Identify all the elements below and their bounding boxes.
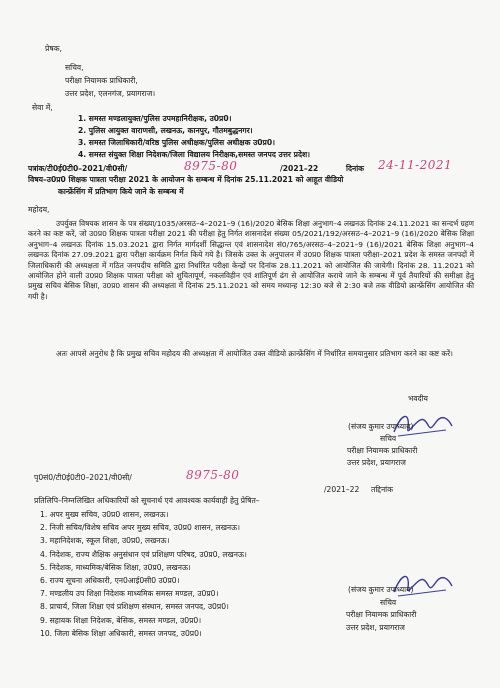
recipient-2: 2. पुलिस आयुक्त वाराणसी, लखनऊ, कानपुर, गौतमबुद्धनगर। <box>78 126 253 135</box>
copy-date-label: तद्दिनांक <box>371 485 393 494</box>
copy-item: 6. राज्य सूचना अधिकारी, एन0आई0सी0 उ0प्र0। <box>40 576 180 586</box>
subject-line-1: विषय–उ0प्र0 शिक्षक पात्रता परीक्षा 2021 के आयोजन के सम्बन्ध में दिनांक 25.11.2021 को आहूत वीडियो <box>28 175 344 184</box>
signatory-1-name: (संजय कुमार उपाध्याय) <box>348 422 414 431</box>
letter-ref-year: /2021–22 <box>280 164 319 173</box>
letter-ref-number: 8975-80 <box>184 159 238 173</box>
salutation: महोदय, <box>28 205 50 214</box>
sender-label: प्रेषक, <box>45 44 62 53</box>
copy-intro: प्रतिलिपि–निम्नलिखित अधिकारियों को सूचनार्थ एवं आवश्यक कार्यवाही हेतु प्रेषित– <box>34 496 260 505</box>
body-paragraph-1: उपर्युक्त विषयक शासन के पत्र संख्या/1035/अरसठ–4–2021–9 (16)/2020 बेसिक शिक्षा अनुभाग–4 लखनऊ दिनांक 24.11.2021 का सन्दर्भ ग्रहण करने का कष्ट करें, जो उ0प्र0 शिक्षक पात्रता परीक्षा 2021 की परीक्षा हेतु निर्गत शासनादेश संख्या 05/2021/192/अरसठ–4–2021–9 (16)/2020 बेसिक शिक्षा अनुभाग–4 लखनऊ दिनांक 15.03.2021 द्वारा निर्गत मार्गदर्शी सिद्धान्त एवं शासनादेश सं0/765/अरसठ–4–2021–9 (16)/2021 बेसिक शिक्षा अनुभाग–4 लखनऊ दिनांक 27.09.2021 द्वारा परीक्षा कार्यक्रम निर्गत किये गये है। जिसके उक्त के अनुपालन में उ0प्र0 शिक्षक पात्रता परीक्षा–2021 प्रदेश के समस्त जनपदों में जिलाधिकारी की अध्यक्षता में गठित जनपदीय समिति द्वारा निर्धारित परीक्षा केन्द्रों पर दिनांक 28.11.2021 को आयोजित की जायेगी। दिनांक 28. 11.2021 को आयोजित होने वाली उ0प्र0 शिक्षक पात्रता परीक्षा को शुचितापूर्ण, नकलविहीन एवं शांतिपूर्ण ढंग से आयोजित कराये जाने के सम्बन्ध में पूर्व तैयारियों की समीक्षा हेतु प्रमुख सचिव बेसिक शिक्षा, उ0प्र0 शासन की अध्यक्षता में दिनांक 25.11.2021 को समय मध्यान्ह 12:30 बजे से 2:30 बजे तक वीडियो क्रान्फ्रेंसिंग आयोजित की गयी है। <box>28 219 474 301</box>
closing: भवदीय <box>408 394 428 403</box>
recipient-label: सेवा में, <box>32 103 53 112</box>
signatory-1-title: सचिव <box>380 434 397 443</box>
copy-ref-year: /2021–22 <box>324 485 360 494</box>
sender-line-3: उत्तर प्रदेश, एलनगंज, प्रयागराज। <box>65 89 156 98</box>
copy-item: 7. मण्डलीय उप शिक्षा निदेशक माध्यमिक समस्त मण्डल, उ0प्र0। <box>40 589 219 599</box>
copy-recipient-list <box>40 508 247 640</box>
signatory-1-place: उत्तर प्रदेश, प्रयागराज <box>347 458 406 467</box>
signatory-1-org: परीक्षा नियामक प्राधिकारी <box>347 446 418 455</box>
letter-ref-prefix: पत्रांक/टी0ई0टी0–2021/वी0सी/ <box>28 164 128 173</box>
sender-line-2: परीक्षा नियामक प्राधिकारी, <box>65 76 138 85</box>
recipient-3: 3. समस्त जिलाधिकारी/वरिष्ठ पुलिस अधीक्षक/पुलिस अधीक्षक उ0प्र0। <box>78 138 276 147</box>
copy-item: 4. निदेशक, राज्य शैक्षिक अनुसंधान एवं प्रशिक्षण परिषद, उ0प्र0, लखनऊ। <box>40 549 247 559</box>
letter-date-label: दिनांक <box>346 164 365 173</box>
subject-line-2: कान्फ्रेंसिंग में प्रतिभाग किये जाने के सम्बन्ध में <box>58 187 184 196</box>
copy-item: 5. निदेशक, माध्यमिक/बेसिक शिक्षा, उ0प्र0, लखनऊ। <box>40 562 191 572</box>
letter-date-value: 24-11-2021 <box>378 158 453 172</box>
copy-item: 2. निजी सचिव/विशेष सचिव अपर मुख्य सचिव, उ0प्र0 शासन, लखनऊ। <box>40 523 240 533</box>
signatory-2-title: सचिव <box>380 598 397 607</box>
recipient-4: 4. समस्त संयुक्त शिक्षा निदेशक/जिला विद्यालय निरीक्षक,समस्त जनपद उत्तर प्रदेश। <box>78 150 311 159</box>
sender-line-1: सचिव, <box>65 63 84 72</box>
copy-item: 8. प्राचार्य, जिला शिक्षा एवं प्रशिक्षण संस्थान, समस्त जनपद, उ0प्र0। <box>40 602 229 612</box>
signatory-2-name: (संजय कुमार उपाध्याय) <box>348 585 414 594</box>
copy-ref-prefix: पृ0सं0/टी0ई0टी0–2021/वी0सी/ <box>34 473 132 482</box>
body-paragraph-2: अतः आपसे अनुरोध है कि प्रमुख सचिव महोदय की अध्यक्षता में आयोजित उक्त वीडियो क्रान्फ्रेंसिंग में निर्धारित समयानुसार प्रतिभाग करने का कष्ट करें। <box>56 349 453 358</box>
copy-item: 1. अपर मुख्य सचिव, उ0प्र0 शासन, लखनऊ। <box>40 510 169 519</box>
signatory-2-org: परीक्षा नियामक प्राधिकारी <box>346 610 417 619</box>
copy-item: 10. जिला बेसिक शिक्षा अधिकारी, समस्त जनपद, उ0प्र0। <box>40 628 202 638</box>
copy-item: 3. महानिदेशक, स्कूल शिक्षा, उ0प्र0, लखनऊ। <box>40 536 170 546</box>
signatory-2-place: उत्तर प्रदेश, प्रयागराज <box>346 623 405 632</box>
copy-item: 9. सहायक शिक्षा निदेशक, बेसिक, समस्त मण्डल, उ0प्र0। <box>40 615 202 625</box>
recipient-1: 1. समस्त मण्डलायुक्त/पुलिस उपमहानिरीक्षक, उ0प्र0। <box>78 114 232 123</box>
copy-ref-number: 8975-80 <box>186 468 240 482</box>
